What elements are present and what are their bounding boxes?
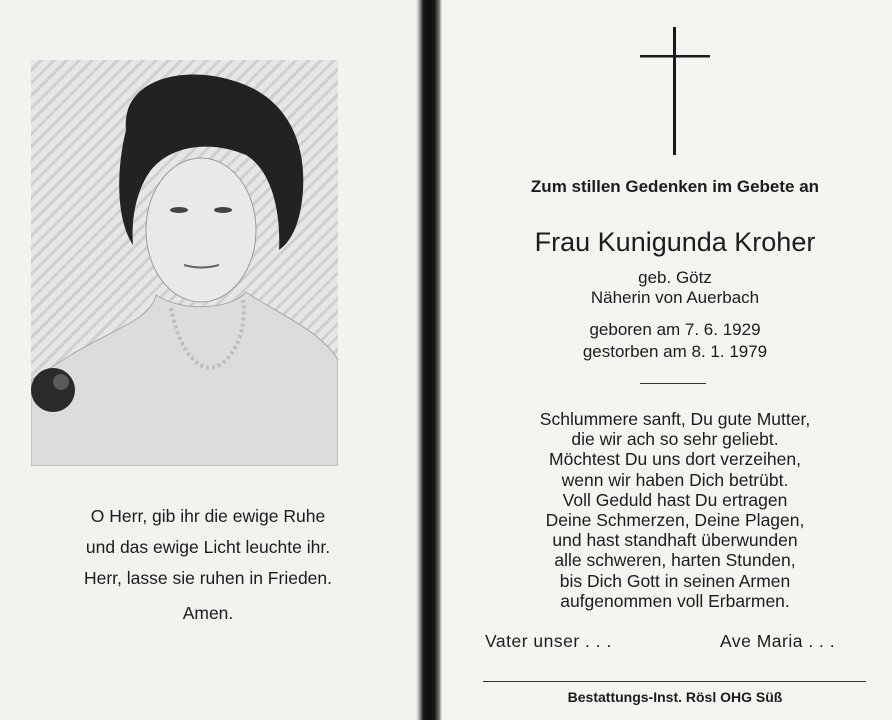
hail-mary-text: Ave Maria . . . (720, 631, 836, 651)
maiden-name: geb. Götz (638, 268, 712, 287)
deceased-name: Frau Kunigunda Kroher (534, 227, 816, 257)
verse-line: Schlummere sanft, Du gute Mutter, (539, 409, 811, 429)
death-date: gestorben am 8. 1. 1979 (582, 342, 768, 361)
memorial-verse (462, 409, 888, 611)
card-fold-divider (416, 0, 442, 720)
portrait-illustration (31, 60, 338, 466)
occupation-text: Näherin von Auerbach (590, 288, 760, 307)
prayer-line-3: Herr, lasse sie ruhen in Frieden. (83, 568, 333, 588)
verse-line: und hast standhaft überwunden (552, 530, 798, 551)
verse-line: aufgenommen voll Erbarmen. (560, 590, 790, 611)
verse-line: Deine Schmerzen, Deine Plagen, (545, 509, 805, 530)
verse-line: die wir ach so sehr geliebt. (571, 429, 779, 450)
birth-date: geboren am 7. 6. 1929 (589, 320, 761, 339)
prayer-line-2: und das ewige Licht leuchte ihr. (85, 537, 331, 557)
verse-line: Voll Geduld hast Du ertragen (562, 489, 788, 510)
amen-text: Amen. (182, 603, 234, 623)
verse-line: wenn wir haben Dich betrübt. (561, 469, 789, 490)
prayer-line-1: O Herr, gib ihr die ewige Ruhe (90, 506, 326, 526)
cross-icon (640, 27, 710, 157)
our-father-text: Vater unser . . . (485, 631, 612, 651)
memorial-heading: Zum stillen Gedenken im Gebete an (530, 177, 820, 196)
verse-line: bis Dich Gott in seinen Armen (559, 570, 791, 591)
short-divider (640, 383, 706, 384)
footer-divider (483, 681, 866, 682)
verse-line: Möchtest Du uns dort verzeihen, (549, 449, 801, 470)
left-card-panel (0, 0, 416, 720)
portrait-photo (31, 60, 338, 466)
verse-line: alle schweren, harten Stunden, (554, 550, 796, 571)
funeral-home-credit: Bestattungs-Inst. Rösl OHG Süß (567, 689, 783, 705)
